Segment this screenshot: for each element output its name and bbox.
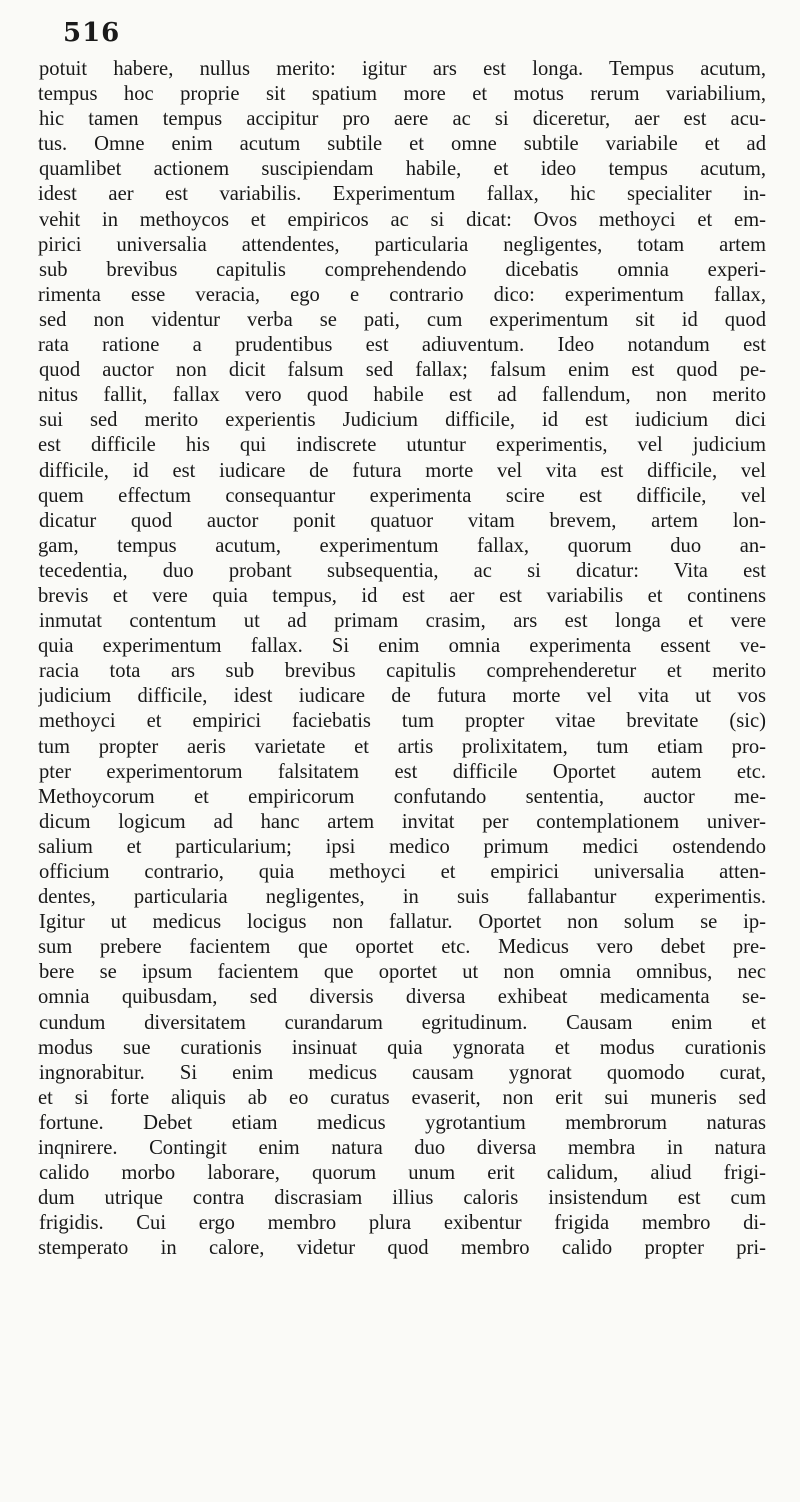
text-line: inqnirere. Contingit enim natura duo diversa membra in natura (38, 1137, 766, 1160)
text-line: pter experimentorum falsitatem est difficile Oportet autem etc. (39, 760, 766, 783)
text-line: racia tota ars sub brevibus capitulis comprehenderetur et merito (39, 660, 766, 683)
text-line: brevis et vere quia tempus, id est aer est variabilis et continens (38, 584, 766, 607)
text-line: judicium difficile, idest iudicare de futura morte vel vita ut vos (38, 685, 766, 708)
text-line: frigidis. Cui ergo membro plura exibentur frigida membro di- (39, 1212, 766, 1235)
text-line: gam, tempus acutum, experimentum fallax, quorum duo an- (38, 534, 766, 557)
text-line: modus sue curationis insinuat quia ygnorata et modus curationis (38, 1036, 766, 1059)
text-line: methoyci et empirici faciebatis tum propter vitae brevitate (sic) (39, 710, 766, 733)
text-line: cundum diversitatem curandarum egritudinum. Causam enim et (39, 1011, 766, 1034)
text-line: quod auctor non dicit falsum sed fallax; falsum enim est quod pe- (39, 359, 766, 382)
text-line: ingnorabitur. Si enim medicus causam ygnorat quomodo curat, (39, 1061, 766, 1084)
text-line: difficile, id est iudicare de futura morte vel vita est difficile, vel (39, 459, 766, 482)
text-line: inmutat contentum ut ad primam crasim, ars est longa et vere (39, 610, 766, 633)
text-line: tum propter aeris varietate et artis prolixitatem, tum etiam pro- (38, 735, 766, 758)
text-line: tempus hoc proprie sit spatium more et motus rerum variabilium, (38, 83, 766, 106)
text-line: sed non videntur verba se pati, cum experimentum sit id quod (39, 308, 766, 331)
text-line: vehit in methoycos et empiricos ac si dicat: Ovos methoyci et em- (39, 208, 766, 231)
text-line: quia experimentum fallax. Si enim omnia experimenta essent ve- (38, 635, 766, 658)
text-line: Igitur ut medicus locigus non fallatur. Oportet non solum se ip- (39, 911, 766, 934)
text-line: bere se ipsum facientem que oportet ut non omnia omnibus, nec (39, 961, 766, 984)
text-line: tus. Omne enim acutum subtile et omne subtile variabile et ad (38, 133, 766, 156)
text-line: quem effectum consequantur experimenta scire est difficile, vel (38, 484, 766, 507)
text-line: dentes, particularia negligentes, in suis fallabantur experimentis. (38, 886, 766, 909)
text-line: idest aer est variabilis. Experimentum fallax, hic specialiter in- (38, 183, 766, 206)
text-line: nitus fallit, fallax vero quod habile est ad fallendum, non merito (38, 384, 766, 407)
text-line: fortune. Debet etiam medicus ygrotantium membrorum naturas (39, 1111, 766, 1134)
text-line: quamlibet actionem suscipiendam habile, et ideo tempus acutum, (39, 158, 766, 181)
text-line: dicum logicum ad hanc artem invitat per contemplationem univer- (39, 810, 766, 833)
text-line: tecedentia, duo probant subsequentia, ac si dicatur: Vita est (39, 559, 766, 582)
page-number: 516 (63, 18, 121, 48)
body-text (38, 57, 766, 1262)
text-line: rimenta esse veracia, ego e contrario dico: experimentum fallax, (38, 283, 766, 306)
text-line: dicatur quod auctor ponit quatuor vitam brevem, artem lon- (39, 509, 766, 532)
text-line: pirici universalia attendentes, particularia negligentes, totam artem (38, 233, 766, 256)
text-line: salium et particularium; ipsi medico primum medici ostendendo (38, 835, 766, 858)
text-line: et si forte aliquis ab eo curatus evaserit, non erit sui muneris sed (38, 1086, 766, 1109)
text-line: calido morbo laborare, quorum unum erit calidum, aliud frigi- (39, 1162, 766, 1185)
text-line: sum prebere facientem que oportet etc. Medicus vero debet pre- (38, 936, 766, 959)
text-line: sub brevibus capitulis comprehendendo dicebatis omnia experi- (39, 258, 766, 281)
text-line: omnia quibusdam, sed diversis diversa exhibeat medicamenta se- (38, 986, 766, 1009)
text-line: Methoycorum et empiricorum confutando sententia, auctor me- (38, 785, 766, 808)
text-line: stemperato in calore, videtur quod membro calido propter pri- (38, 1237, 766, 1260)
text-line: hic tamen tempus accipitur pro aere ac si diceretur, aer est acu- (39, 108, 766, 131)
text-line: sui sed merito experientis Judicium difficile, id est iudicium dici (39, 409, 766, 432)
text-line: officium contrario, quia methoyci et empirici universalia atten- (39, 861, 766, 883)
text-line: potuit habere, nullus merito: igitur ars est longa. Tempus acutum, (39, 58, 766, 80)
text-line: rata ratione a prudentibus est adiuventum. Ideo notandum est (38, 334, 766, 357)
text-line: est difficile his qui indiscrete utuntur experimentis, vel judicium (38, 434, 766, 457)
text-line: dum utrique contra discrasiam illius caloris insistendum est cum (38, 1187, 766, 1210)
